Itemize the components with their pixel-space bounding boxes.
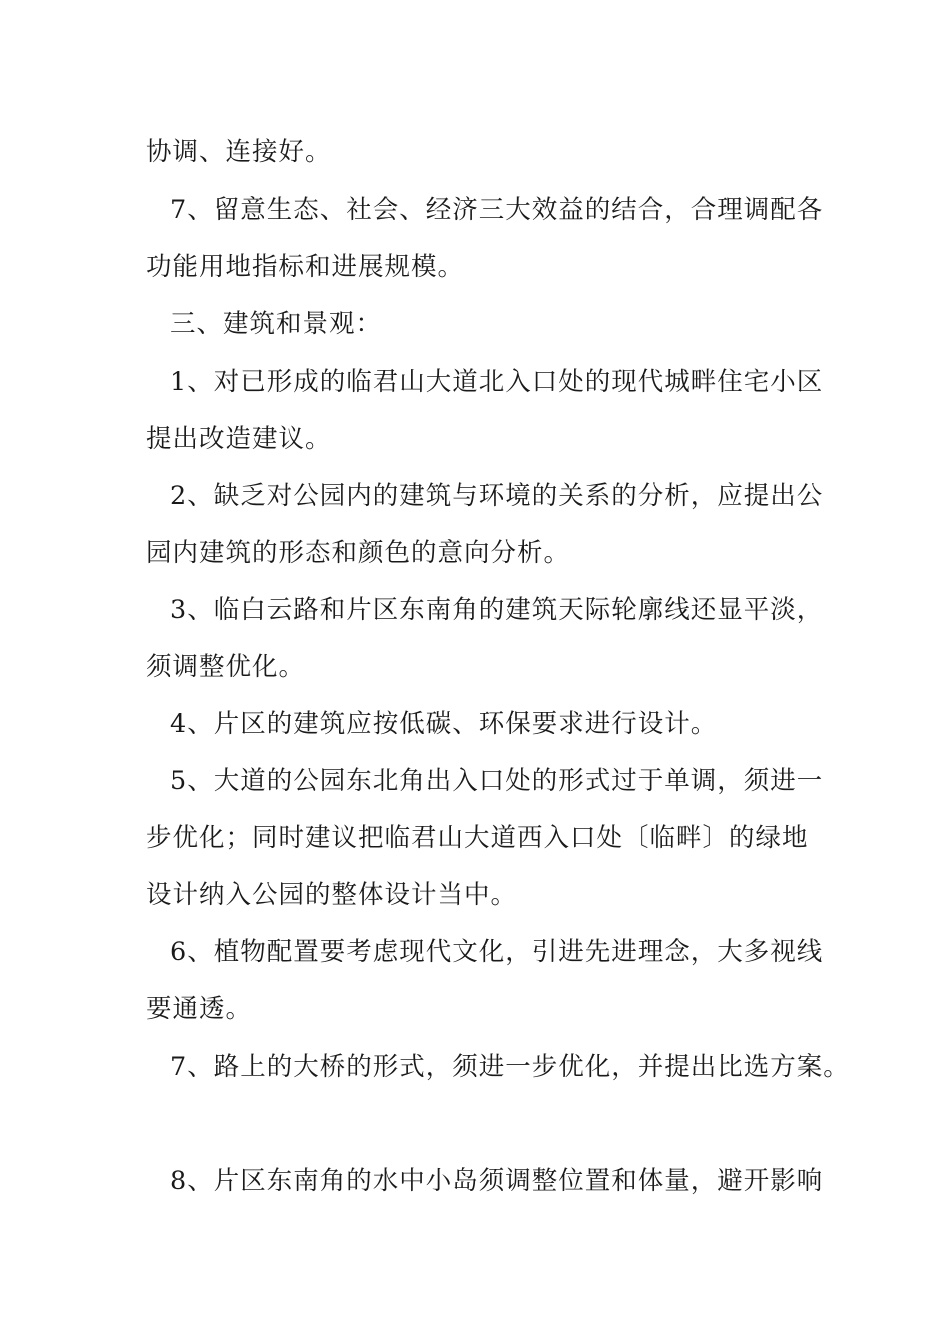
section-heading: 三、建筑和景观： <box>170 309 383 339</box>
text-line: 6、植物配置要考虑现代文化，引进先进理念，大多视线 <box>170 937 824 967</box>
text-line: 园内建筑的形态和颜色的意向分析。 <box>146 538 571 568</box>
text-line: 4、片区的建筑应按低碳、环保要求进行设计。 <box>170 709 718 739</box>
text-line: 1、对已形成的临君山大道北入口处的现代城畔住宅小区 <box>170 367 824 397</box>
text-line: 设计纳入公园的整体设计当中。 <box>146 880 518 910</box>
text-line: 步优化；同时建议把临君山大道西入口处〔临畔〕的绿地 <box>146 823 809 853</box>
text-line: 要通透。 <box>146 994 253 1024</box>
text-line: 7、留意生态、社会、经济三大效益的结合，合理调配各 <box>170 195 824 225</box>
text-line: 功能用地指标和进展规模。 <box>146 252 465 282</box>
text-line: 3、临白云路和片区东南角的建筑天际轮廓线还显平淡， <box>170 595 824 625</box>
text-line: 8、片区东南角的水中小岛须调整位置和体量，避开影响 <box>170 1166 824 1196</box>
text-line: 须调整优化。 <box>146 652 306 682</box>
text-line: 7、路上的大桥的形式，须进一步优化，并提出比选方案。 <box>170 1052 850 1082</box>
text-line: 5、大道的公园东北角出入口处的形式过于单调，须进一 <box>170 766 824 796</box>
text-line: 协调、连接好。 <box>146 137 332 167</box>
text-line: 2、缺乏对公园内的建筑与环境的关系的分析，应提出公 <box>170 481 824 511</box>
text-line: 提出改造建议。 <box>146 424 332 454</box>
